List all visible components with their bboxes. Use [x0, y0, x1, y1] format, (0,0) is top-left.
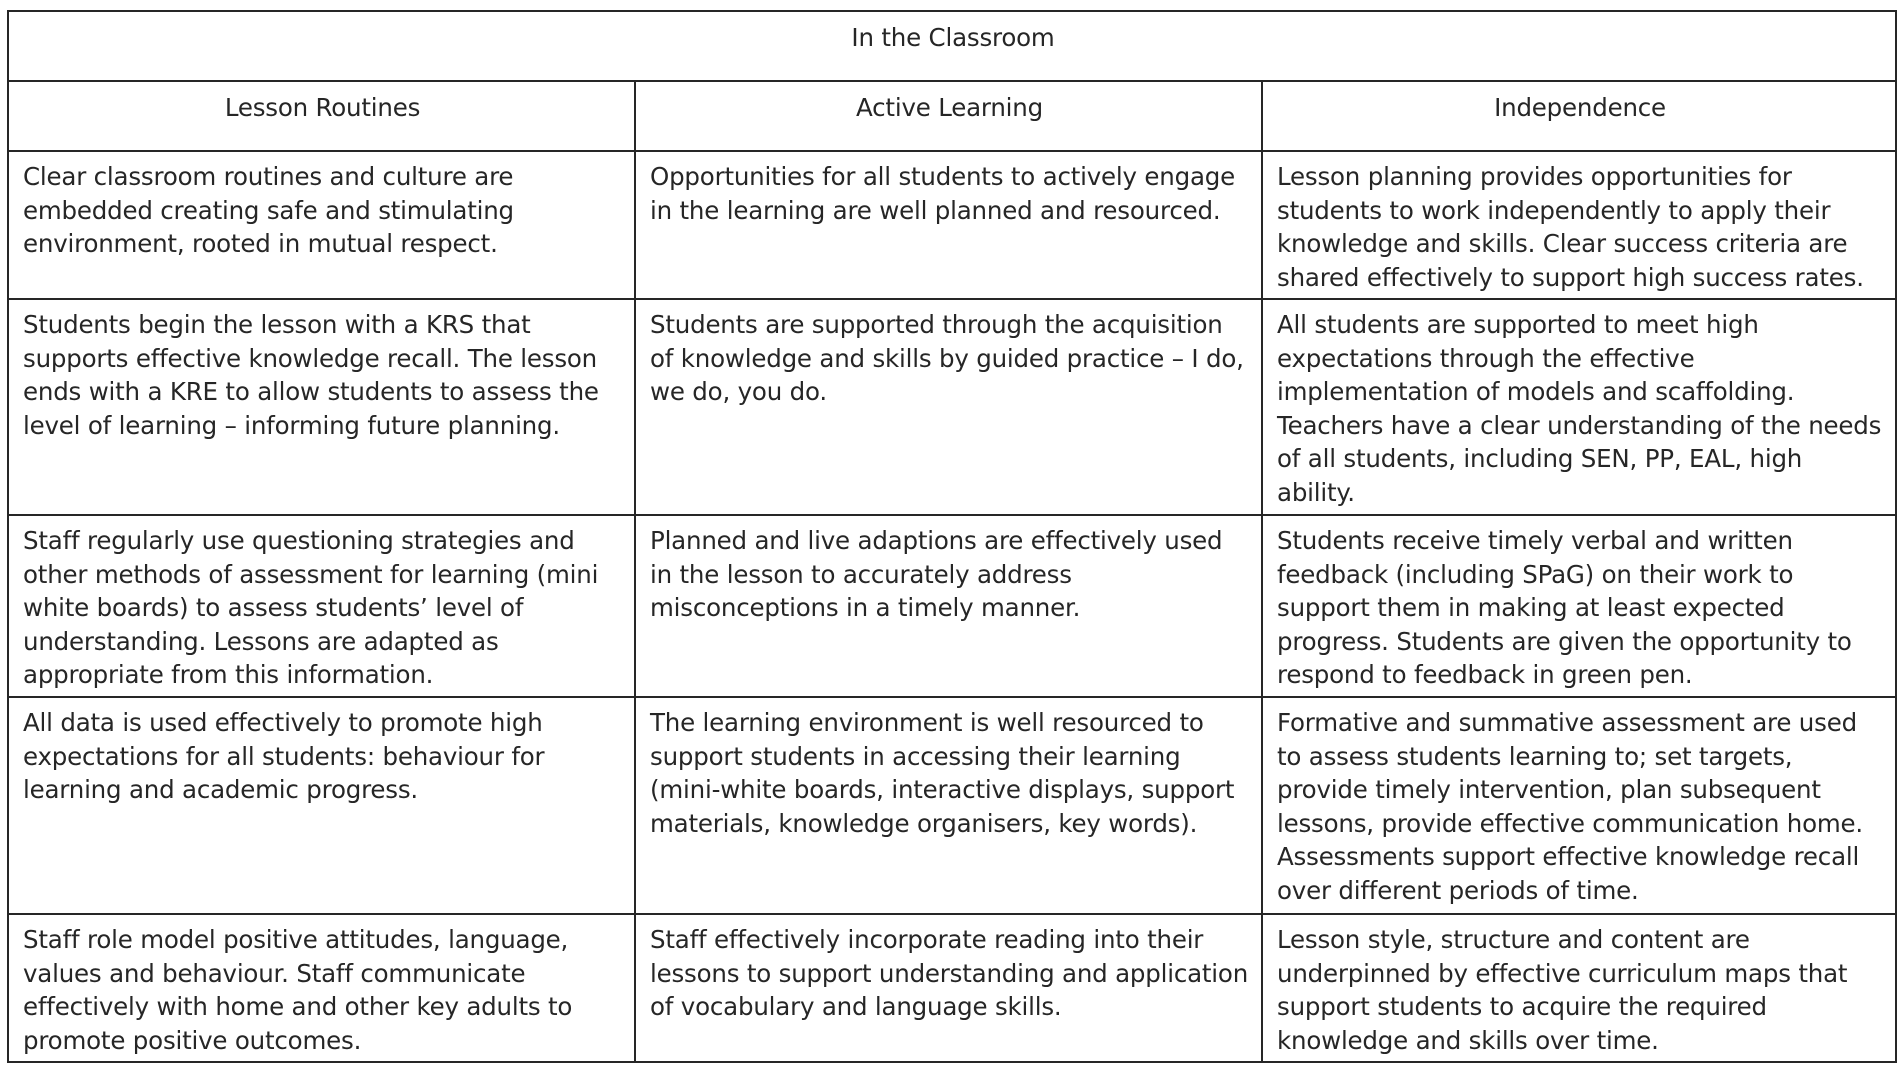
table-cell: All data is used effectively to promote high expectations for all students: behaviour for learning and academic progress. [8, 697, 635, 914]
table-row [8, 914, 1896, 1062]
table-cell: The learning environment is well resourced to support students in accessing their learning (mini-white boards, interactive displays, support materials, knowledge organisers, key words). [635, 697, 1262, 914]
table-cell: Clear classroom routines and culture are embedded creating safe and stimulating environment, rooted in mutual respect. [8, 151, 635, 299]
table-cell: Students receive timely verbal and written feedback (including SPaG) on their work to support them in making at least expected progress. Students are given the opportunity to respond to feedback in green pen. [1262, 515, 1896, 697]
table-row [8, 515, 1896, 697]
table-cell: Opportunities for all students to actively engage in the learning are well planned and resourced. [635, 151, 1262, 299]
table-row [8, 697, 1896, 914]
column-header-independence: Independence [1262, 81, 1896, 151]
table-cell: Lesson planning provides opportunities for students to work independently to apply their knowledge and skills. Clear success criteria are shared effectively to support high success rates. [1262, 151, 1896, 299]
table-cell: Formative and summative assessment are used to assess students learning to; set targets, provide timely intervention, plan subsequent lessons, provide effective communication home. Assessments support effective knowledge recall over different periods of time. [1262, 697, 1896, 914]
table-cell: Staff role model positive attitudes, language, values and behaviour. Staff communicate effectively with home and other key adults to promote positive outcomes. [8, 914, 635, 1062]
column-header-lesson-routines: Lesson Routines [8, 81, 635, 151]
table-cell: Staff regularly use questioning strategies and other methods of assessment for learning (mini white boards) to assess students’ level of understanding. Lessons are adapted as appropriate from this information. [8, 515, 635, 697]
table-cell: Students are supported through the acquisition of knowledge and skills by guided practice – I do, we do, you do. [635, 299, 1262, 515]
table-title: In the Classroom [8, 11, 1896, 81]
table-cell: Students begin the lesson with a KRS that supports effective knowledge recall. The lesson ends with a KRE to allow students to assess the level of learning – informing future planning. [8, 299, 635, 515]
column-header-row [8, 81, 1896, 151]
table-cell: Lesson style, structure and content are underpinned by effective curriculum maps that support students to acquire the required knowledge and skills over time. [1262, 914, 1896, 1062]
table-row [8, 299, 1896, 515]
table-cell: Planned and live adaptions are effectively used in the lesson to accurately address misconceptions in a timely manner. [635, 515, 1262, 697]
classroom-criteria-table [7, 10, 1897, 1063]
table-cell: All students are supported to meet high expectations through the effective implementation of models and scaffolding. Teachers have a clear understanding of the needs of all students, including SEN, PP, EAL, high ability. [1262, 299, 1896, 515]
table-row [8, 151, 1896, 299]
table-title-row [8, 11, 1896, 81]
column-header-active-learning: Active Learning [635, 81, 1262, 151]
table-cell: Staff effectively incorporate reading into their lessons to support understanding and application of vocabulary and language skills. [635, 914, 1262, 1062]
